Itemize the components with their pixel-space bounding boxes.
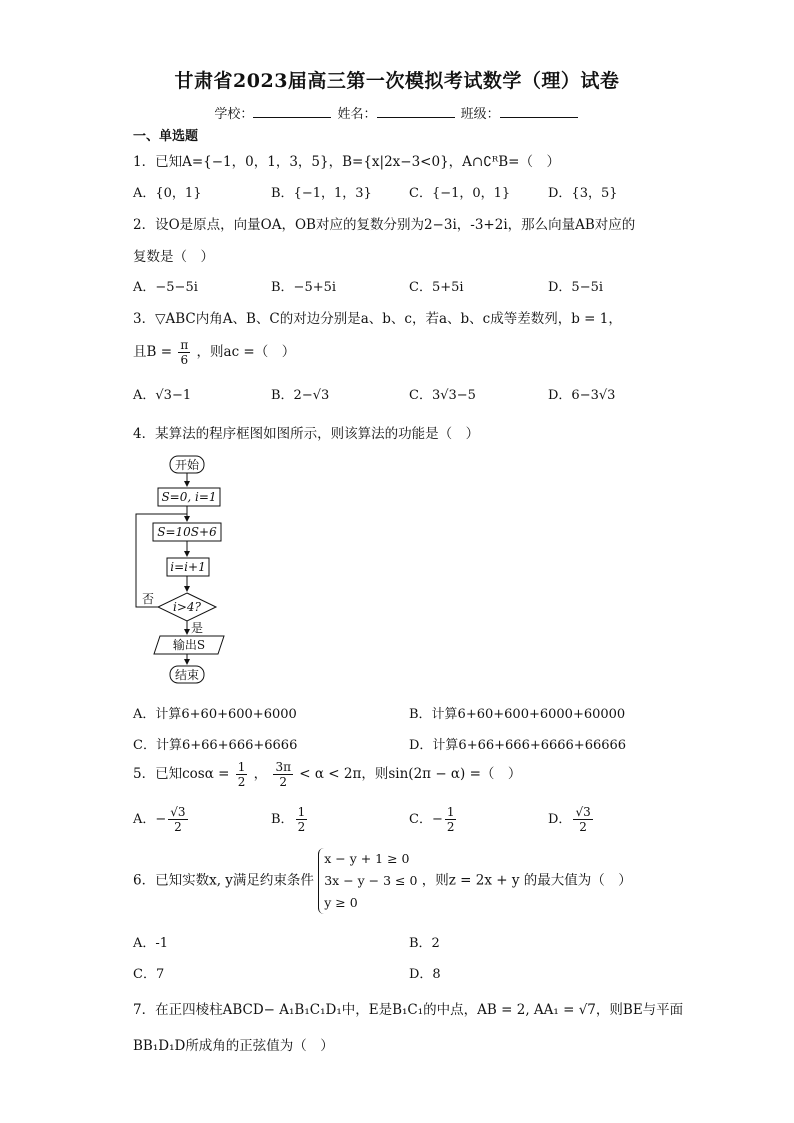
q5-b-frac <box>296 805 308 834</box>
q5-a-den: 2 <box>174 820 182 834</box>
q6-constraint-2: 3x − y − 3 ≤ 0 <box>324 873 418 888</box>
q4-option-c: C．计算6+66+666+6666 <box>133 738 298 753</box>
q3-option-c: C．3√3−5 <box>409 388 476 403</box>
question-6-stem <box>133 848 632 914</box>
q4-option-d: D．计算6+66+666+6666+66666 <box>409 738 627 753</box>
question-2-stem-cont: 复数是（ ） <box>133 249 214 265</box>
q3-option-d: D．6−3√3 <box>548 388 616 403</box>
q5-fraction-2 <box>273 760 293 789</box>
q5-c-num: 1 <box>446 805 455 819</box>
q5-f1-num: 1 <box>237 760 246 774</box>
q6-constraint-1: x − y + 1 ≥ 0 <box>324 851 410 866</box>
q5-stem-c: < α < 2π，则sin(2π − α) =（ ） <box>299 766 522 782</box>
q5-c-den: 2 <box>446 820 455 834</box>
student-info <box>0 103 794 122</box>
q5-d-den: 2 <box>579 820 587 834</box>
class-blank[interactable] <box>500 105 578 118</box>
question-7-stem-cont: BB₁D₁D所成角的正弦值为（ ） <box>133 1038 334 1054</box>
q1-option-a: A．{0，1} <box>133 186 202 201</box>
q5-stem-a: 5．已知cosα = <box>133 766 230 782</box>
q5-d-label: D． <box>548 812 572 827</box>
q1-option-b: B．{−1，1，3} <box>271 186 372 201</box>
q3-stem2-a: 且B = <box>133 344 173 360</box>
q3-fraction <box>178 338 190 367</box>
q6-option-b: B．2 <box>409 936 440 951</box>
q2-option-d: D．5−5i <box>548 280 604 295</box>
q5-a-frac <box>168 805 187 834</box>
q5-a-label: A．− <box>133 812 167 827</box>
question-7-stem: 7．在正四棱柱ABCD− A₁B₁C₁D₁中，E是B₁C₁的中点，AB = 2, AA₁ = √7，则BE与平面 <box>133 1002 684 1018</box>
q3-frac-den: 6 <box>180 353 189 367</box>
exam-title: 甘肃省2023届高三第一次模拟考试数学（理）试卷 <box>174 70 620 92</box>
q6-option-a: A．-1 <box>133 936 169 951</box>
q5-a-num: √3 <box>170 805 186 819</box>
q6-option-d: D．8 <box>409 967 441 982</box>
q3-option-a: A．√3−1 <box>133 388 192 403</box>
q5-option-c <box>409 805 458 834</box>
q5-f1-den: 2 <box>237 775 246 789</box>
q5-option-b <box>271 805 309 834</box>
q3-stem2-b: ，则ac =（ ） <box>196 344 296 360</box>
flowchart <box>130 452 240 687</box>
q3-option-b: B．2−√3 <box>271 388 330 403</box>
q6-option-c: C．7 <box>133 967 165 982</box>
q5-d-frac <box>573 805 592 834</box>
question-1-stem: 1．已知A={−1，0，1，3，5}，B={x|2x−3<0}，A∩∁ᴿB=（ ） <box>133 154 560 170</box>
q3-frac-num: π <box>180 338 189 352</box>
flow-output-text: 输出S <box>172 638 206 652</box>
q5-f2-den: 2 <box>279 775 288 789</box>
q2-option-a: A．−5−5i <box>133 280 198 295</box>
flow-init-text: S=0, i=1 <box>161 490 217 504</box>
flow-no-label: 否 <box>141 592 155 606</box>
q5-option-d <box>548 805 595 834</box>
q6-stem-b: ，则z = 2x + y 的最大值为（ ） <box>421 872 632 889</box>
q1-option-d: D．{3，5} <box>548 186 618 201</box>
flow-inc-text: i=i+1 <box>170 560 206 574</box>
flow-start-text: 开始 <box>174 458 200 472</box>
question-3-stem: 3．▽ABC内角A、B、C的对边分别是a、b、c，若a、b、c成等差数列，b = 1， <box>133 311 622 327</box>
question-4-stem: 4．某算法的程序框图如图所示，则该算法的功能是（ ） <box>133 426 480 442</box>
name-blank[interactable] <box>377 105 455 118</box>
q5-b-den: 2 <box>297 820 306 834</box>
q2-option-c: C．5+5i <box>409 280 464 295</box>
school-blank[interactable] <box>253 105 331 118</box>
flow-cond-text: i>4? <box>173 600 201 614</box>
flow-end-text: 结束 <box>174 668 200 682</box>
question-5-stem <box>133 760 521 789</box>
q1-option-c: C．{−1，0，1} <box>409 186 511 201</box>
question-3-stem-cont <box>133 338 295 367</box>
q6-constraint-system <box>318 848 417 914</box>
q6-stem-a: 6．已知实数x, y满足约束条件 <box>133 872 314 889</box>
question-2-stem: 2．设O是原点，向量OA，OB对应的复数分别为2−3i，-3+2i，那么向量AB对应的 <box>133 217 636 233</box>
q5-c-label: C．− <box>409 812 443 827</box>
q5-fraction-1 <box>236 760 248 789</box>
section-heading: 一、单选题 <box>133 129 199 144</box>
q5-stem-b: ， <box>253 766 268 782</box>
school-label: 学校： <box>214 107 254 122</box>
class-label: 班级： <box>460 107 500 122</box>
q5-b-label: B． <box>271 812 294 827</box>
flow-update-text: S=10S+6 <box>157 525 217 539</box>
q2-option-b: B．−5+5i <box>271 280 337 295</box>
q5-b-num: 1 <box>297 805 306 819</box>
q5-f2-num: 3π <box>275 760 291 774</box>
q5-c-frac <box>445 805 457 834</box>
q5-d-num: √3 <box>575 805 591 819</box>
q6-constraint-3: y ≥ 0 <box>324 895 358 910</box>
q5-option-a <box>133 805 190 834</box>
q4-option-a: A．计算6+60+600+6000 <box>133 707 297 722</box>
q4-option-b: B．计算6+60+600+6000+60000 <box>409 707 626 722</box>
flow-yes-label: 是 <box>190 621 204 635</box>
name-label: 姓名： <box>337 107 377 122</box>
